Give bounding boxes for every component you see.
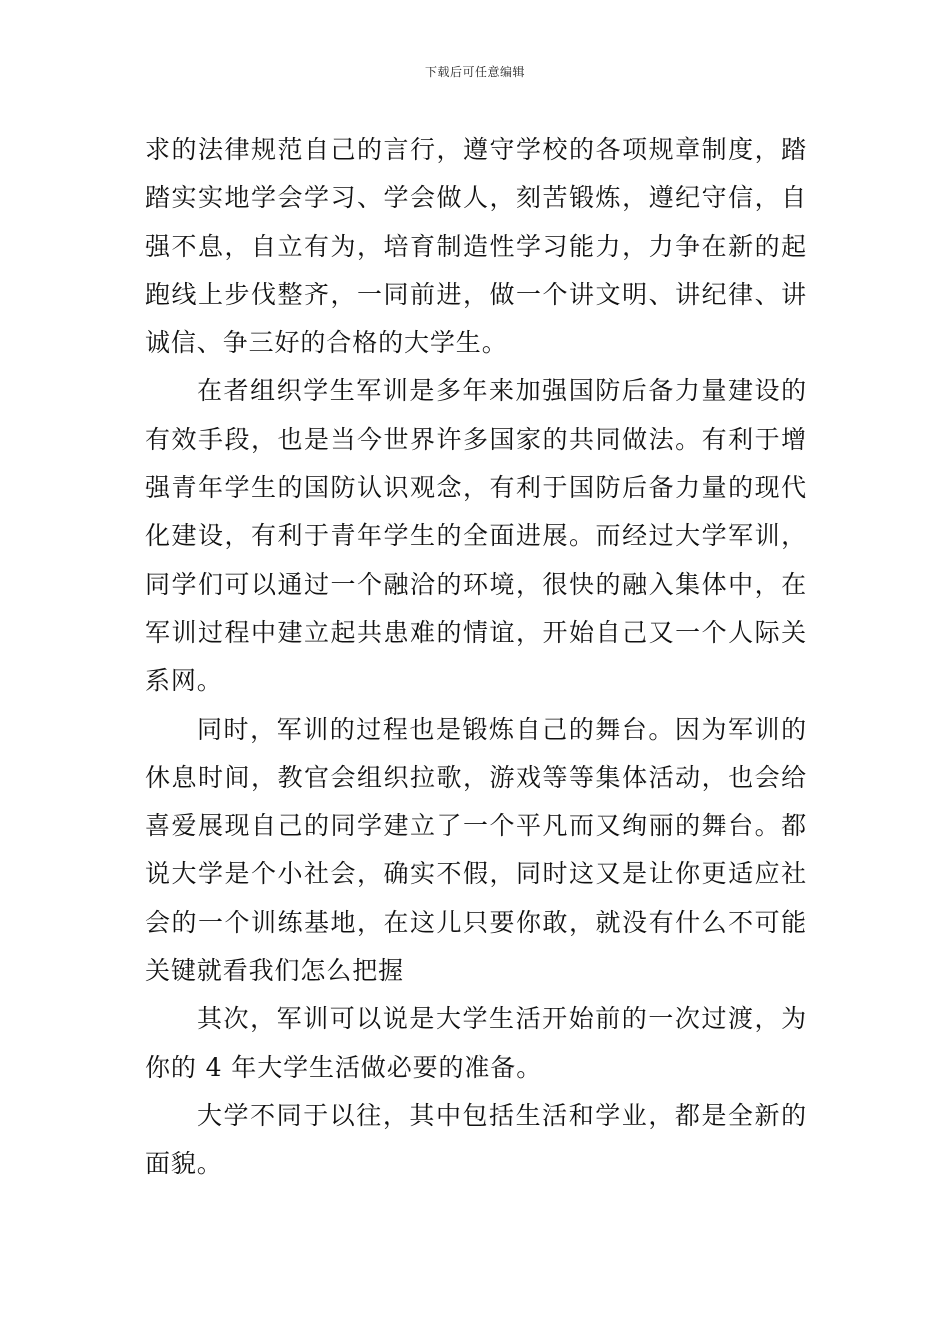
paragraph-4: 其次，军训可以说是大学生活开始前的一次过渡，为你的 4 年大学生活做必要的准备。 [145,1004,807,1082]
paragraph-1: 求的法律规范自己的言行，遵守学校的各项规章制度，踏踏实实地学会学习、学会做人，刻苦锻炼，遵纪守信，自强不息，自立有为，培育制造性学习能力，力争在新的起跑线上步伐整齐，一同前进，做一个讲文明、讲纪律、讲诚信、争三好的合格的大学生。 [145,135,807,358]
paragraph-2: 在者组织学生军训是多年来加强国防后备力量建设的有效手段，也是当今世界许多国家的共同做法。有利于增强青年学生的国防认识观念，有利于国防后备力量的现代化建设，有利于青年学生的全面进展。而经过大学军训，同学们可以通过一个融洽的环境，很快的融入集体中，在军训过程中建立起共患难的情谊，开始自己又一个人际关系网。 [145,376,807,696]
page-header: 下载后可任意编辑 [424,65,525,79]
paragraph-3: 同时，军训的过程也是锻炼自己的舞台。因为军训的休息时间，教官会组织拉歌，游戏等等集体活动，也会给喜爱展现自己的同学建立了一个平凡而又绚丽的舞台。都说大学是个小社会，确实不假，同时这又是让你更适应社会的一个训练基地，在这儿只要你敢，就没有什么不可能关键就看我们怎么把握 [145,714,807,986]
document-body [145,126,807,1189]
paragraph-5: 大学不同于以往，其中包括生活和学业，都是全新的面貌。 [145,1100,807,1179]
